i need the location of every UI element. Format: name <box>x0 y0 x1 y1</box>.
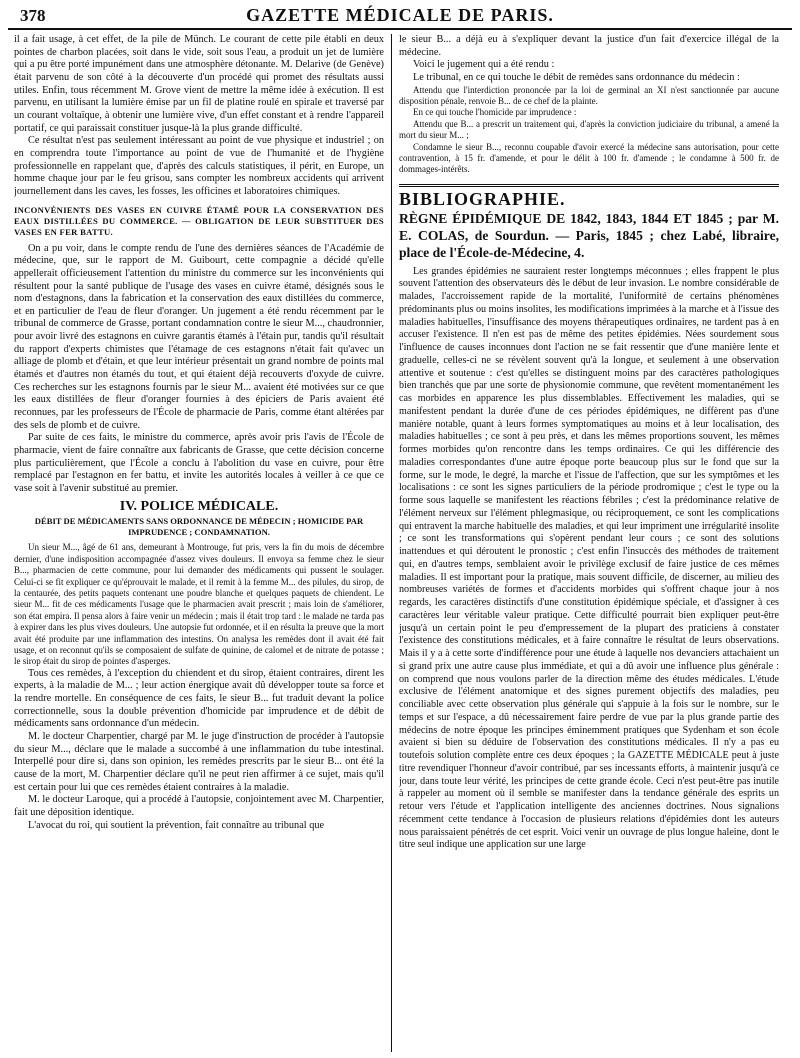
bibliography-reference: RÈGNE ÉPIDÉMIQUE DE 1842, 1843, 1844 ET 1845 ; par M. E. COLAS, de Sourdun. — Paris, 1845 ; chez Labé, libraire, place de l'École-de-Médecine, 4. <box>399 210 779 260</box>
section-subtitle: DÉBIT DE MÉDICAMENTS SANS ORDONNANCE DE MÉDECIN ; HOMICIDE PAR IMPRUDENCE ; CONDAMNATION. <box>34 516 364 538</box>
section-rule <box>399 184 779 187</box>
judgment-text: En ce qui touche l'homicide par imprudence : <box>413 107 577 118</box>
bibliography-title: BIBLIOGRAPHIE. <box>399 188 566 209</box>
paragraph: Un sieur M..., âgé de 61 ans, demeurant à Montrouge, fut pris, vers la fin du mois de décembre dernier, d'une indisposition accompagnée d'assez vives douleurs. Il envoya sa femme chez le sieur B..., pharmacien de cette commune, pour lui demander des médicaments qui pussent le soulager. Celui-ci se fit expliquer ce qu'éprouvait le malade, et il remit à la femme M... des pilules, du sirop, de la centaurée, des petits paquets contenant une poudre blanche et quelques paquets de chiendent. Le sieur M... fit de ces médicaments l'usage que le pharmacien avait prescrit ; mais loin de s'améliorer, son état empira. Il pensa alors à faire venir un médecin ; mais il était trop tard : le malade ne tarda pas à expirer dans les plus vives douleurs. Une autopsie fut ordonnée, et il en résulta la preuve que la mort avait été produite par une inflammation des intestins. On analysa les remèdes dont il avait été fait usage, et on reconnut qu'ils se composaient de sulfate de quinine, de calomel et de nitrate de potasse ; le sirop était du sirop de pointes d'asperges. <box>14 542 384 667</box>
paragraph: Tous ces remèdes, à l'exception du chiendent et du sirop, étaient contraires, dirent les experts, à la maladie de M... ; leur action énergique avait dû développer toute sa force et la rendre mortelle. En conséquence de ces faits, le sieur B... fut traduit devant la police correctionnelle, sous la double prévention d'homicide par imprudence et de débit de médicaments sans ordonnance d'un médecin. <box>14 667 384 730</box>
paragraph: Ce résultat n'est pas seulement intéressant au point de vue physique et industriel ; on en comprendra toute l'importance au point de vue de l'humanité et de l'hygiène professionnelle en rappelant que, d'après des calculs statistiques, il périt, en Europe, un homme chaque jour par le feu grisou, sans compter les nombreux accidents qui arrivent journellement dans les caves, les fosses, les officines et laboratoires chimiques. <box>14 135 384 197</box>
paragraph: On a pu voir, dans le compte rendu de l'une des dernières séances de l'Académie de médecine, que, sur le rapport de M. Guibourt, cette compagnie a décidé qu'elle appellerait officieusement l'attention du ministre du commerce sur les inconvénients qui résultent pour la santé publique de l'usage des vases en cuivre étamé, désignés sous le nom d'estagnons, dans la fabrication et la conservation des eaux distillées du commerce, et en particulier de l'eau de fleur d'oranger. Un jugement a été rendu récemment par le tribunal de commerce de Grasse, portant condamnation contre le sieur M..., chaudronnier, pour avoir livré des estagnons en cuivre garantis étamés à l'étain pur, tandis qu'il résultait du rapport d'experts chimistes que l'étamage de ces estagnons n'était fait qu'avec un alliage de plomb et d'étain, et que leur intérieur présentait un grand nombre de points mal étamés et d'autres non étamés du tout, et qui étaient déjà recouverts d'oxyde de cuivre. Ces recherches sur les estagnons fournis par le sieur M... avaient été motivées sur ce que les eaux distillées de fleur d'oranger fournies à des épiciers de Paris avaient été reconnues, par les professeurs de l'École de pharmacie de Paris, comme étant altérées par des sels de plomb et de cuivre. <box>14 242 384 431</box>
paragraph: le sieur B... a déjà eu à s'expliquer devant la justice d'un fait d'exercice illégal de la médecine. <box>399 34 779 58</box>
judgment-text: Attendu que B... a prescrit un traitement qui, d'après la conviction judiciaire du tribunal, a amené la mort du sieur M... ; <box>399 118 779 141</box>
page-number: 378 <box>20 6 46 25</box>
paragraph: L'avocat du roi, qui soutient la prévention, fait connaître au tribunal que <box>28 819 325 831</box>
paragraph: Le tribunal, en ce qui touche le débit de remèdes sans ordonnance du médecin : <box>413 71 740 83</box>
header-rule <box>8 28 792 30</box>
paragraph: Voici le jugement qui a été rendu : <box>413 59 555 71</box>
paragraph: M. le docteur Charpentier, chargé par M. le juge d'instruction de procéder à l'autopsie du sieur M..., déclare que le malade a succombé à une inflammation du tube intestinal. Interpellé pour dire si, dans son opinion, les remèdes prescrits par le sieur B... ont été la cause de la mort, M. Charpentier déclare qu'il ne peut rien affirmer à ce sujet, mais qu'il est certain pour lui que ces remèdes étaient contraires à la maladie. <box>14 731 384 793</box>
judgment-text: Attendu que l'interdiction prononcée par la loi de germinal an XI n'est sanctionnée par aucune disposition pénale, renvoie B... de ce chef de la plainte. <box>399 84 779 107</box>
journal-title: GAZETTE MÉDICALE DE PARIS. <box>246 5 554 25</box>
section-title: IV. POLICE MÉDICALE. <box>119 498 279 514</box>
left-column <box>14 34 384 1054</box>
judgment-text: Condamne le sieur B..., reconnu coupable d'avoir exercé la médecine sans autorisation, pour cette contravention, à 15 fr. d'amende, et pour le délit à 100 fr. d'amende ; le condamne à 500 fr. de dommages-intérêts. <box>399 141 779 175</box>
paragraph: M. le docteur Laroque, qui a procédé à l'autopsie, conjointement avec M. Charpentier, fait une déposition identique. <box>14 794 384 818</box>
right-column <box>399 34 779 1054</box>
subheading: INCONVÉNIENTS DES VASES EN CUIVRE ÉTAMÉ POUR LA CONSERVATION DES EAUX DISTILLÉES DU COMMERCE. — OBLIGATION DE LEUR SUBSTITUER DES VASES EN FER BATTU. <box>14 204 384 237</box>
paragraph: Par suite de ces faits, le ministre du commerce, après avoir pris l'avis de l'École de pharmacie, vient de faire connaître aux fabricants de Grasse, que cette décision concerne plus particulièrement, que l'École a conclu à l'abolition du vase en cuivre, pour être remplacé par l'estagnon en fer battu, et invite les autorités locales à veiller à ce que ce vase soit à l'avenir substitué au premier. <box>14 432 384 494</box>
paragraph: Les grandes épidémies ne sauraient rester longtemps méconnues ; elles frappent le plus souvent l'attention des observateurs dès le début de leur invasion. Le nombre considérable de malades, l'accroissement rapide de la mortalité, l'uniformité de certains phénomènes prédominants plus ou moins insolites, les modifications imprimées à la marche et à l'issue des maladies habituelles, l'insuffisance des moyens thérapeutiques ordinaires, ne tardent pas à en accuser l'existence. Il n'en est pas de même des petites épidémies. Nées sourdement sous l'influence de causes inconnues dont l'action ne se fait ressentir que d'une manière lente et graduelle, celles-ci ne se révèlent souvent qu'à la longue, et seulement à une observation attentive et soutenue : c'est qu'elles se distinguent moins par des caractères pathologiques bien tranchés que par une sorte de physionomie commune, que revêtent momentanément les cas morbides en apparence les plus dissemblables. Effectivement les maladies, qui se manifestent pendant la durée d'une de ces périodes épidémiques, ne diffèrent pas d'une manière notable, quant à leurs formes symptomatiques au moins et à leur localisation, des maladies habituelles ; ce sont à peu près, et dans les mêmes proportions souvent, les mêmes formes morbides qu'on rencontre dans les temps ordinaires. Ce qui les différencie des maladies correspondantes d'une autre époque porte beaucoup plus sur le fond que sur la forme, sur le mode, le degré, la marche et l'issue de l'affection, que sur les symptômes et les localisations : ce sont les signes particuliers de la période prodromique ; c'est le type ou la forme sous laquelle se manifestent les réactions fébriles ; c'est la prédominance relative de l'élément nerveux sur l'élément phlegmasique, ou réciproquement, ce sont les complications qui entravent la marche habituelle des maladies, et qui leur impriment une irrégularité insolite ; ce sont les transformations qui s'opèrent pendant leur cours ; ce sont des solutions inattendues et qui déroutent le pronostic ; c'est enfin l'insuccès des méthodes de traitement qui, en d'autres temps, semblaient avoir le privilège exclusif de faire justice de ces mêmes maladies. Il est important pour la pratique, mais souvent difficile, de discerner, au milieu des nombreuses variétés de formes et d'accidents morbides qui s'offrent chaque jour à nos regards, les caractères distinctifs d'une constitution épidémique spéciale, et d'assigner à ces caractères leur véritable valeur pratique. Cette difficulté pourrait bien expliquer peut-être jusqu'à un certain point le peu d'empressement de la plupart des praticiens à constater l'existence des constitutions médicales, et à faire connaître le résultat de leurs observations. Mais il y a à cette sorte d'indifférence pour une étude à laquelle nos devanciers attachaient un si grand prix une autre cause plus immédiate, et qui a dû avoir une influence plus générale : on comprend que nous voulons parler de la direction même des études médicales. L'étude exclusive de l'élément anatomique et des signes purement objectifs des maladies, peu conciliable avec cette observation plus générale qui s'appuie à la fois sur le nombre, sur le temps et sur l'espace, a dû nécessairement faire perdre de vue par la plus grande partie des médecins de notre époque les principes éminemment pratiques que Sydenham et son école avaient si bien su déduire de l'observation des constitutions médicales. Il n'y a pas eu toutefois solution complète entre ces deux époques ; la GAZETTE MÉDICALE peut à juste titre revendiquer l'honneur d'avoir contribué, par ses incessants efforts, à maintenir jusqu'à ce jour, dans toute leur vérité, les principes de cette grande école. Ceci n'est peut-être pas inutile à rappeler au moment où il semble se manifester dans la tendance générale des esprits un retour vers l'étude et l'application intelligente des anciennes doctrines. Nous signalions récemment cette tendance à l'occasion de plusieurs relations d'épidémies dont les auteurs nous paraissaient pénétrés de cet esprit. Voici venir un ouvrage de plus longue haleine, dont le titre seul indique une application sur une large <box>399 265 779 851</box>
paragraph: il a fait usage, à cet effet, de la pile de Münch. Le courant de cette pile établi en deux pointes de charbon placées, soit dans le vide, soit sous l'eau, a produit un jet de lumière qui a pu être porté impunément dans une atmosphère détonante. M. Delarive (de Genève) était parvenu de son côté à la découverte d'un procédé qui promet des résultats aussi utiles. Enfin, tous récemment M. Grove vient de mettre la même idée à exécution. Il est parvenu, en utilisant la lumière émise par un fil de platine roulé en spirale et traversé par un courant voltaïque, à obtenir une lumière vive, d'un effet constant et à rendre l'appareil portatif, ce qui paraissait constituer jusque-là la plus grande difficulté. <box>14 34 384 134</box>
running-header <box>8 4 792 26</box>
column-divider <box>391 34 392 1052</box>
